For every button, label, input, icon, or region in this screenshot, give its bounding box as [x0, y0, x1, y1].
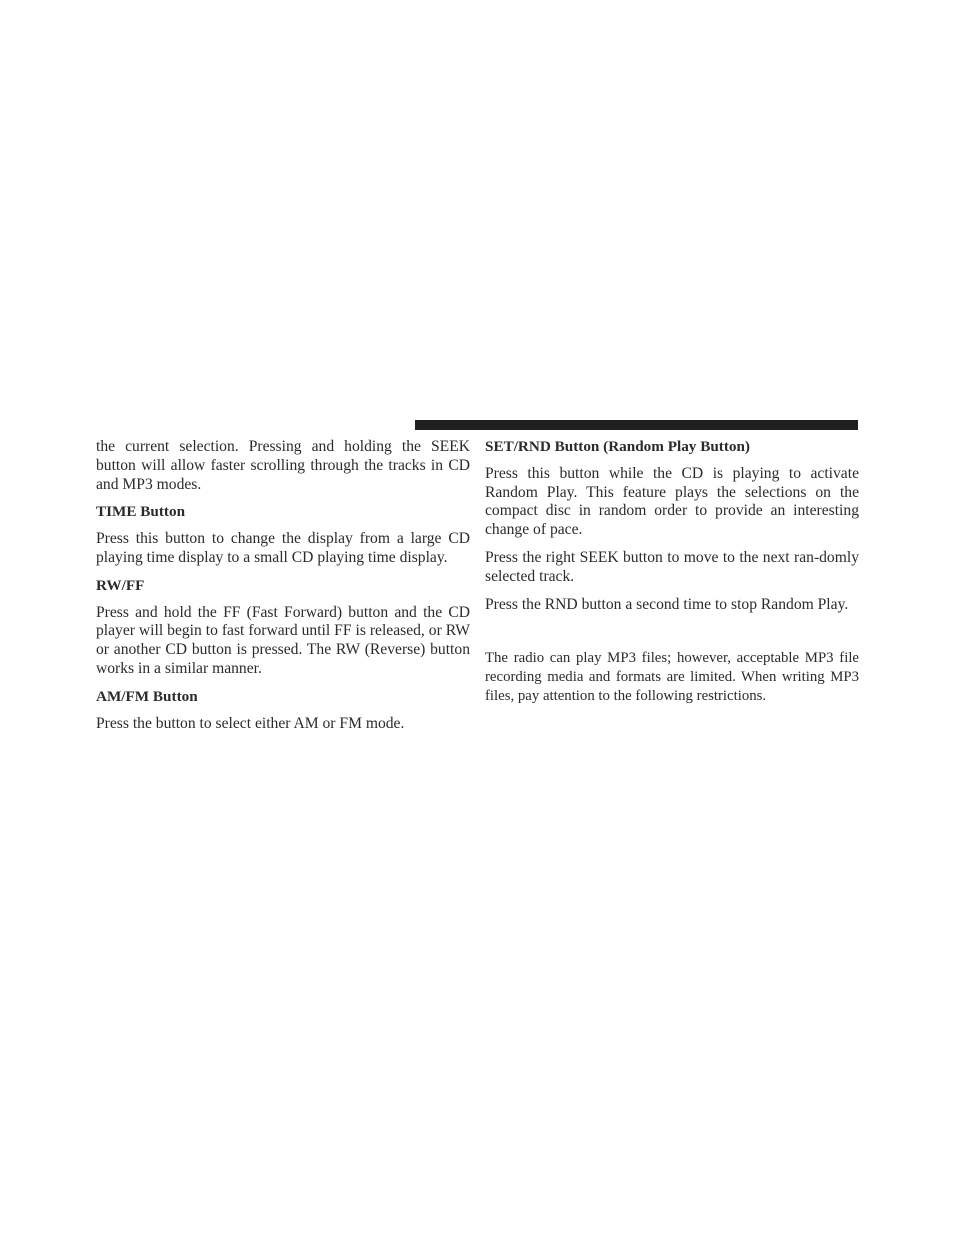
mp3-restrictions-paragraph: The radio can play MP3 files; however, acceptable MP3 file recording media and formats are limited. When writing MP3 files, pay attention to the following restrictions. [485, 650, 859, 704]
rwff-paragraph: Press and hold the FF (Fast Forward) button and the CD player will begin to fast forward until FF is released, or RW or another CD button is pressed. The RW (Reverse) button works in a similar manner. [96, 603, 470, 677]
rwff-heading: RW/FF [96, 576, 145, 594]
intro-paragraph: the current selection. Pressing and holding the SEEK button will allow faster scrolling through the tracks in CD and MP3 modes. [96, 438, 470, 493]
setrnd-paragraph-2: Press the right SEEK button to move to the next ran-domly selected track. [485, 548, 859, 585]
left-column [96, 438, 470, 742]
time-button-heading: TIME Button [96, 503, 186, 521]
setrnd-paragraph-3: Press the RND button a second time to stop Random Play. [485, 595, 849, 613]
section-header-bar [415, 420, 858, 430]
right-column [485, 438, 859, 715]
section-spacer [485, 623, 859, 649]
time-button-paragraph: Press this button to change the display from a large CD playing time display to a small CD playing time display. [96, 530, 470, 566]
amfm-button-paragraph: Press the button to select either AM or FM mode. [96, 714, 405, 732]
setrnd-paragraph-1: Press this button while the CD is playing to activate Random Play. This feature plays the selections on the compact disc in random order to provide an interesting change of pace. [485, 464, 859, 539]
amfm-button-heading: AM/FM Button [96, 687, 198, 705]
setrnd-button-heading: SET/RND Button (Random Play Button) [485, 438, 750, 455]
